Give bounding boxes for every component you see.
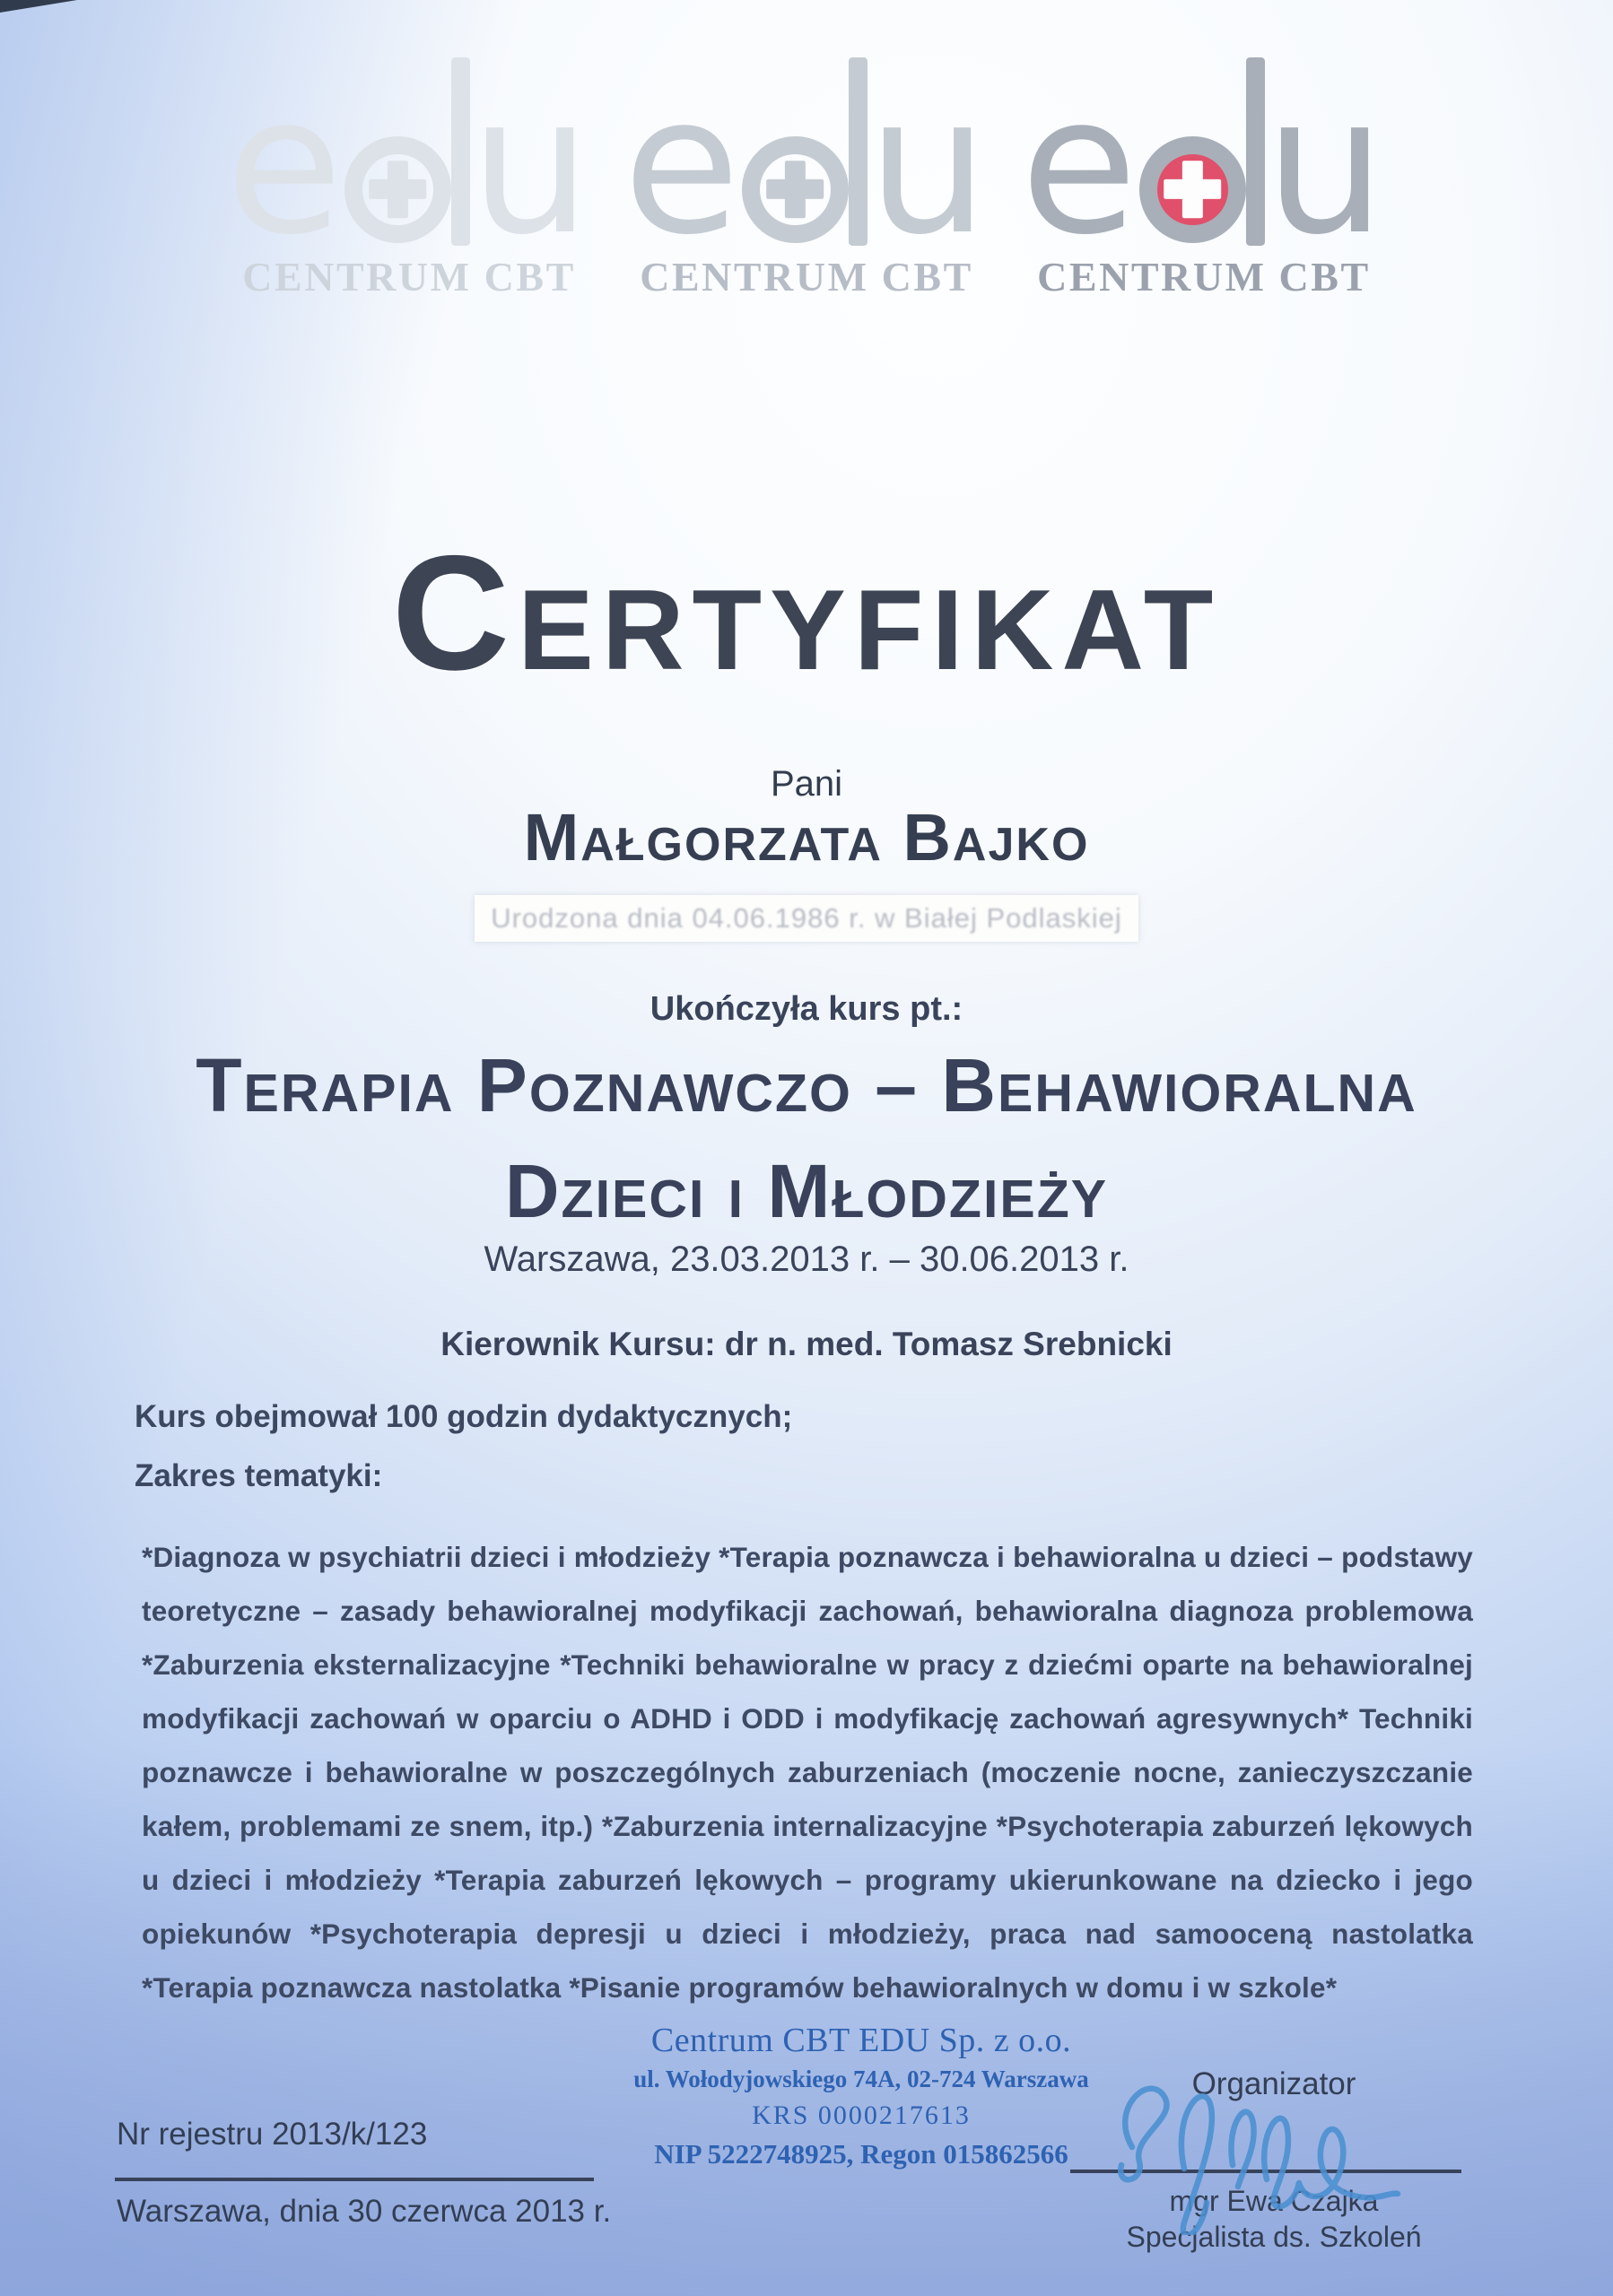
- logo-caption: CENTRUM CBT: [640, 253, 973, 300]
- d-bowl-circle: [742, 136, 849, 243]
- stamp-address: ul. Wołodyjowskiego 74A, 02-724 Warszawa: [633, 2066, 1089, 2092]
- organizer-label: Organizator: [1191, 2066, 1356, 2101]
- course-title-line2: Dzieci i Młodzieży: [504, 1149, 1109, 1233]
- edu-letter-e: e: [623, 54, 743, 276]
- edu-logo-accent: [1020, 54, 1388, 300]
- register-number: Nr rejestru 2013/k/123: [117, 2117, 428, 2152]
- salutation: Pani: [770, 764, 843, 804]
- edu-letter-d-cross-icon: [344, 59, 470, 244]
- course-dates: Warszawa, 23.03.2013 r. – 30.06.2013 r.: [484, 1239, 1129, 1279]
- edu-letter-d-cross-icon: [742, 59, 868, 244]
- place-and-date: Warszawa, dnia 30 czerwca 2013 r.: [117, 2194, 612, 2229]
- document-title: Certyfikat: [391, 521, 1222, 704]
- edu-letter-d-redcross-icon: [1139, 59, 1265, 244]
- recipient-name: Małgorzata Bajko: [523, 800, 1090, 874]
- edu-logo-outline: [225, 54, 593, 300]
- stamp-krs: KRS 0000217613: [752, 2100, 971, 2130]
- edu-wordmark: [1020, 54, 1388, 276]
- signature-rule: [1070, 2170, 1461, 2173]
- course-title-line1: Terapia Poznawczo – Behawioralna: [196, 1043, 1417, 1127]
- signer-name: mgr Ewa Czajka: [1169, 2185, 1379, 2217]
- footer-left-rule: [115, 2178, 594, 2181]
- edu-letter-u: u: [470, 54, 593, 276]
- d-bowl-circle: [344, 136, 451, 243]
- edu-letter-e: e: [1020, 54, 1140, 276]
- redacted-birth-text: Urodzona dnia 04.06.1986 r. w Białej Podlaskiej: [491, 902, 1122, 934]
- edu-wordmark: [623, 54, 990, 276]
- signer-title: Specjalista ds. Szkoleń: [1126, 2221, 1422, 2253]
- photo-corner-artifact: [0, 0, 77, 13]
- course-director: Kierownik Kursu: dr n. med. Tomasz Srebnicki: [440, 1326, 1173, 1362]
- stamp-company-name: Centrum CBT EDU Sp. z o.o.: [650, 2022, 1072, 2059]
- edu-letter-u: u: [867, 54, 990, 276]
- course-hours: Kurs obejmował 100 godzin dydaktycznych;: [135, 1399, 793, 1434]
- edu-wordmark: [225, 54, 593, 276]
- stamp-nip-regon: NIP 5222748925, Regon 015862566: [654, 2138, 1068, 2170]
- logo-row: [0, 54, 1613, 300]
- edu-logo-light: [623, 54, 990, 300]
- edu-letter-u: u: [1264, 54, 1388, 276]
- logo-caption: CENTRUM CBT: [242, 253, 576, 300]
- redacted-birth-line: [475, 895, 1138, 942]
- scope-label: Zakres tematyki:: [135, 1458, 383, 1493]
- logo-caption: CENTRUM CBT: [1037, 253, 1371, 300]
- d-bowl-red-circle: [1139, 136, 1246, 243]
- course-intro: Ukończyła kurs pt.:: [650, 990, 963, 1028]
- edu-letter-e: e: [225, 54, 345, 276]
- scope-text: *Diagnoza w psychiatrii dzieci i młodzieży *Terapia poznawcza i behawioralna u dzieci – podstawy teoretyczne – zasady behawioralnej modyfikacji zachowań, behawioralna diagnoza problemowa *Zaburzenia eksternalizacyjne *Techniki behawioralne w pracy z dziećmi oparte na behawioralnej modyfikacji zachowań w oparciu o ADHD i ODD i modyfikację zachowań agresywnych* Techniki poznawcze i behawioralne w poszczególnych zaburzeniach (moczenie nocne, zanieczyszczanie kałem, problemami ze snem, itp.) *Zaburzenia internalizacyjne *Psychoterapia zaburzeń lękowych u dzieci i młodzieży *Terapia zaburzeń lękowych – programy ukierunkowane na dziecko i jego opiekunów *Psychoterapia depresji u dzieci i młodzieży, praca nad samooceną nastolatka *Terapia poznawcza nastolatka *Pisanie programów behawioralnych w domu i w szkole*: [142, 1541, 1473, 2004]
